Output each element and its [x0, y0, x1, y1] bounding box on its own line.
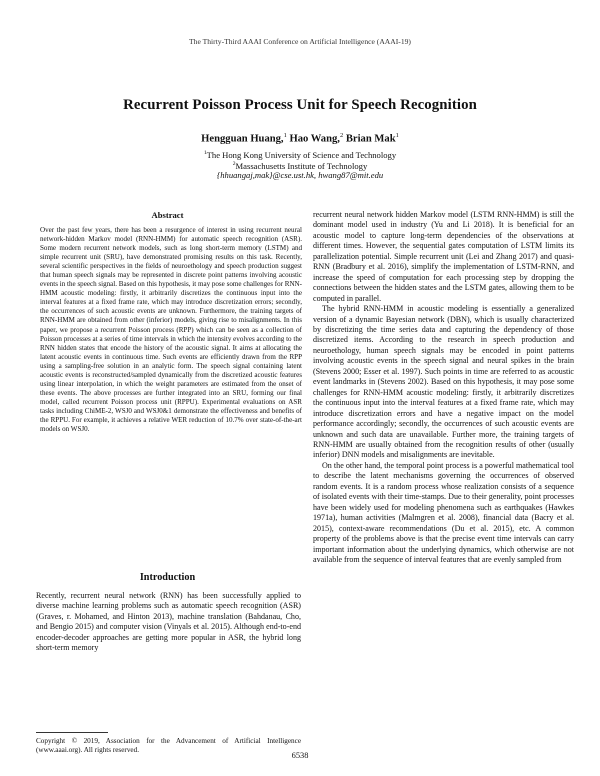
right-column: [313, 210, 574, 565]
affiliation-mark: 1: [395, 132, 399, 139]
affiliation-text: Massachusetts Institute of Technology: [235, 160, 368, 171]
conference-header: The Thirty-Third AAAI Conference on Artificial Intelligence (AAAI-19): [189, 37, 411, 46]
paper-title: Recurrent Poisson Process Unit for Speech Recognition: [123, 97, 477, 113]
affiliation-text: The Hong Kong University of Science and Technology: [206, 149, 397, 160]
affiliation-mark: 2: [232, 161, 236, 167]
author-name: Hengguan Huang,: [201, 133, 284, 145]
abstract-heading: Abstract: [151, 210, 184, 220]
body-paragraph: The hybrid RNN-HMM in acoustic modeling is essentially a generalized version of a dynamic Bayesian network (DBN), which is usually characterized by discretizing the time series data and capturing the dependency of those discretized items. According to the research in speech production and neuroethology, human speech signals may be encoded in point patterns involving acoustic events in the speech signal and neural spikes in the brain (Stevens 2000; Esser et al. 1997). Such points in time are referred to as acoustic event landmarks in (Stevens 2002). Based on this hypothesis, it may pose some challenges for RNN-HMM acoustic modeling: firstly, it arbitrarily discretizes the continuous input into the interval features at a fixed frame rate, which may introduce discretization errors and have a negative impact on the model performance accordingly; secondly, the occurrences of such acoustic events are unknown and such data are unavailable. Further more, the training targets of RNN-HMM are usually obtained from the recognition results of other (usually inferior) DNN models and misalignments are inevitable.: [313, 304, 574, 460]
author-emails: {hhuangaj,mak}@cse.ust.hk, hwang87@mit.edu: [216, 170, 384, 180]
abstract-body: [40, 226, 302, 434]
copyright-text: 2019, Association for the Advancement of Artificial Intelligence (www.aaai.org). All rights reserved.: [36, 737, 302, 755]
author-name: Brian Mak: [345, 133, 396, 145]
introduction-heading: Introduction: [139, 572, 196, 583]
author-name: Hao Wang,: [289, 133, 340, 145]
introduction-body: [36, 591, 301, 654]
body-paragraph: recurrent neural network hidden Markov model (LSTM RNN-HMM) is still the dominant model used in industry (Yu and Li 2018). It is beneficial for an acoustic model to capture long-term dependencies of the observations at different times. However, the sequential gates computation of LSTM limits its parallelization potential. Simple recurrent unit (Lei and Zhang 2017) and quasi-RNN (Bradbury et al. 2016), simplify the implementation of LSTM-RNN, and increase the speed of computation for each processing step by dropping the connections between the hidden states and the LSTM gates, allowing them to be computed in parallel.: [313, 210, 574, 303]
copyright-symbol: ©: [71, 737, 78, 745]
page-number: 6538: [291, 751, 309, 760]
affiliation-mark: 2: [339, 132, 344, 139]
body-paragraph: On the other hand, the temporal point process is a powerful mathematical tool to describe the latent mechanisms governing the occurrences of observed random events. It is a random process whose realization consists of a sequence of isolated events with their time-stamps. Due to their generality, point processes have been widely used for modeling phenomena such as earthquakes (Hawkes 1971a), human activities (Malmgren et al. 2008), financial data (Bacry et al. 2015), context-aware recommendations (Du et al. 2015), etc. A common property of the problems above is that the precise event time intervals can carry important information about the underlying dynamics, which otherwise are not available from the sequence of interval features that are evenly sampled from: [313, 460, 574, 564]
copyright-prefix: Copyright: [36, 737, 66, 745]
affiliation-mark: 1: [203, 150, 207, 156]
introduction-paragraph: Recently, recurrent neural network (RNN) has been successfully applied to diverse machine learning problems such as automatic speech recognition (ASR) (Graves, r. Mohamed, and Hinton 2013), machine translation (Bahdanau, Cho, and Bengio 2015) and computer vision (Vinyals et al. 2015). Although end-to-end encoder-decoder approaches are getting more popular in ASR, the hybrid long short-term memory: [36, 591, 301, 653]
footnote-rule: [36, 732, 108, 733]
affiliation-mark: 1: [283, 132, 287, 139]
author-list: [0, 132, 600, 145]
abstract-text: Over the past few years, there has been a resurgence of interest in using recurrent neural network-hidden Markov model (RNN-HMM) for automatic speech recognition (ASR). Some modern recurrent network models, such as long short-term memory (LSTM) and simple recurrent unit (SRU), have demonstrated promising results on this task. Recently, several scientific perspectives in the fields of neuroethology and speech production suggest that human speech signals may be represented in discrete point patterns involving acoustic events in the speech signal. Based on this hypothesis, it may pose some challenges for RNN-HMM acoustic modeling: firstly, it arbitrarily discretizes the continuous input into the interval features at a fixed frame rate, which may introduce discretization errors; secondly, the occurrences of such acoustic events are unknown. Furthermore, the training targets of RNN-HMM are obtained from other (inferior) models, giving rise to misalignments. In this paper, we propose a recurrent Poisson process (RPP) which can be seen as a collection of Poisson processes at a series of time intervals in which the intensity evolves according to the RNN hidden states that encode the history of the acoustic signal. It aims at allocating the latent acoustic events in continuous time. Such events are efficiently drawn from the RPP using a sampling-free solution in an analytic form. The speech signal containing latent acoustic events is reconstructed/sampled dynamically from the discretized acoustic features using linear interpolation, in which the weight parameters are estimated from the onset of these events. The above processes are further integrated into an SRU, forming our final model, called recurrent Poisson process unit (RPPU). Experimental evaluations on ASR tasks including ChiME-2, WSJ0 and WSJ0&1 demonstrate the effectiveness and benefits of the RPPU. For example, it achieves a relative WER reduction of 10.7% over state-of-the-art models on WSJ0.: [40, 226, 302, 434]
